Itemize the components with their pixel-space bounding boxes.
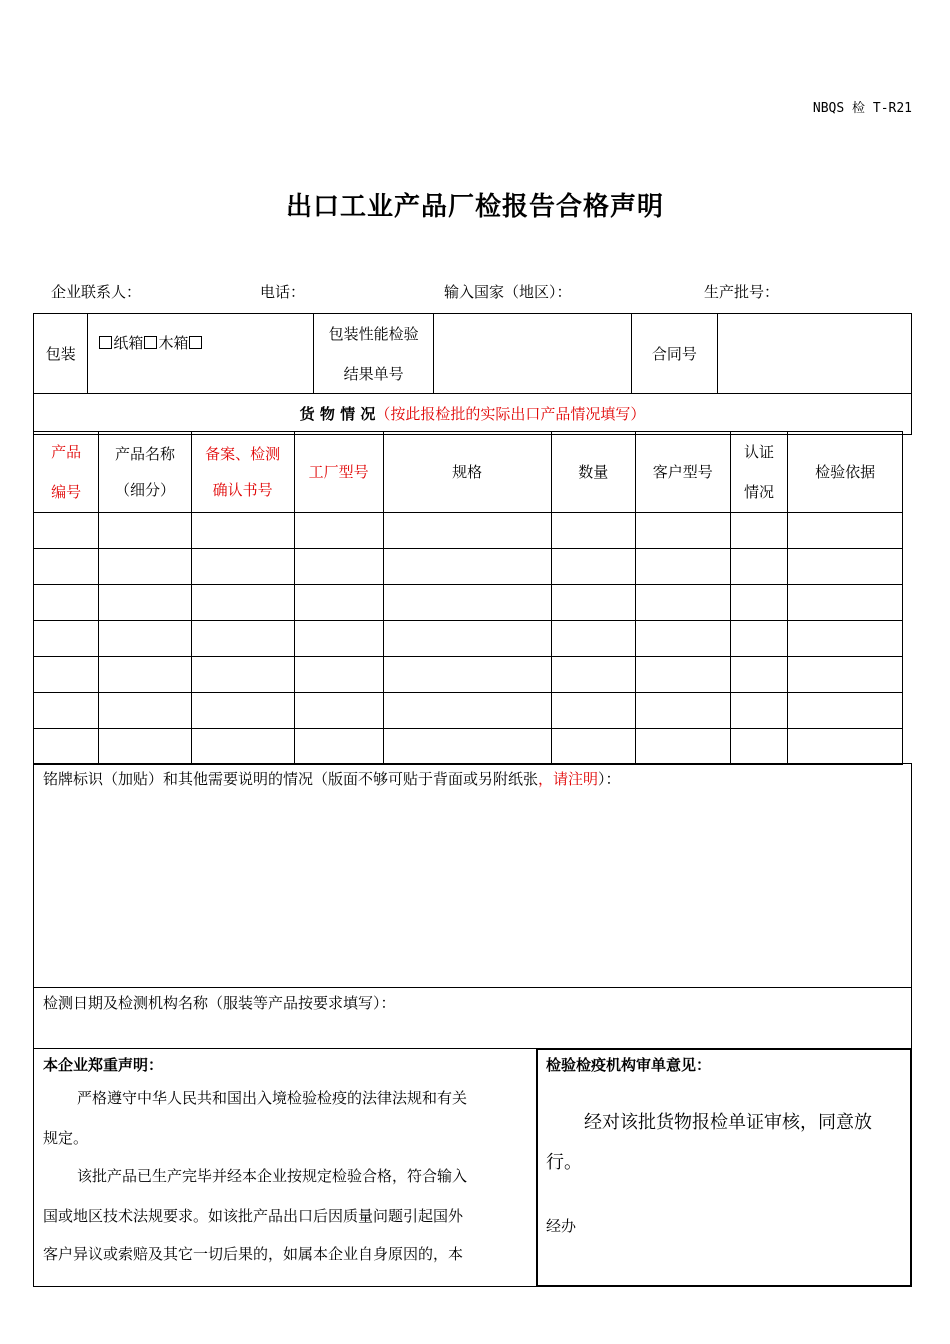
table-cell[interactable] <box>34 585 99 621</box>
table-cell[interactable] <box>551 693 635 729</box>
table-cell[interactable] <box>383 693 551 729</box>
table-cell[interactable] <box>294 693 383 729</box>
table-cell[interactable] <box>635 729 730 765</box>
table-cell[interactable] <box>34 657 99 693</box>
packaging-result-label <box>314 314 433 394</box>
result-label-line2: 结果单号 <box>343 364 404 383</box>
table-cell[interactable] <box>788 729 903 765</box>
table-cell[interactable] <box>383 729 551 765</box>
table-cell[interactable] <box>294 513 383 549</box>
header-text: 确认书号 <box>212 481 273 499</box>
table-row <box>34 549 903 585</box>
table-cell[interactable] <box>99 585 191 621</box>
table-cell[interactable] <box>635 657 730 693</box>
table-cell[interactable] <box>551 585 635 621</box>
nameplate-tail: ）： <box>598 770 621 788</box>
table-cell[interactable] <box>383 621 551 657</box>
table-cell[interactable] <box>551 657 635 693</box>
nameplate-box[interactable] <box>33 763 912 988</box>
table-cell[interactable] <box>191 693 294 729</box>
table-cell[interactable] <box>730 513 787 549</box>
table-cell[interactable] <box>730 549 787 585</box>
test-date-label: 检测日期及检测机构名称（服装等产品按要求填写）： <box>43 994 396 1012</box>
table-cell[interactable] <box>99 513 191 549</box>
header-record-no <box>191 432 294 513</box>
header-text: 产品名称 <box>114 445 175 463</box>
table-cell[interactable] <box>34 549 99 585</box>
declaration-p2-line3: 客户异议或索赔及其它一切后果的，如属本企业自身原因的，本 <box>43 1245 464 1263</box>
table-cell[interactable] <box>99 657 191 693</box>
nameplate-note: ，请注明 <box>538 770 599 788</box>
result-label-line1: 包装性能检验 <box>328 324 419 343</box>
checkbox-icon[interactable] <box>189 336 202 349</box>
table-cell[interactable] <box>99 549 191 585</box>
checkbox-icon[interactable] <box>99 336 112 349</box>
table-cell[interactable] <box>99 729 191 765</box>
goods-note: （按此报检批的实际出口产品情况填写） <box>375 405 646 423</box>
goods-section-title <box>34 394 912 435</box>
country-label: 输入国家（地区）： <box>444 283 572 301</box>
table-cell[interactable] <box>34 693 99 729</box>
phone-label: 电话： <box>260 283 306 301</box>
table-cell[interactable] <box>383 513 551 549</box>
table-cell[interactable] <box>34 513 99 549</box>
table-cell[interactable] <box>635 585 730 621</box>
table-cell[interactable] <box>551 549 635 585</box>
contract-value[interactable] <box>717 314 911 394</box>
table-cell[interactable] <box>551 513 635 549</box>
table-cell[interactable] <box>635 693 730 729</box>
table-cell[interactable] <box>191 621 294 657</box>
goods-header-row <box>34 432 903 513</box>
table-cell[interactable] <box>551 621 635 657</box>
table-cell[interactable] <box>99 621 191 657</box>
table-cell[interactable] <box>383 549 551 585</box>
declaration-p2-line1: 该批产品已生产完毕并经本企业按规定检验合格，符合输入 <box>77 1167 468 1185</box>
table-cell[interactable] <box>788 549 903 585</box>
review-handler-label: 经办 <box>546 1217 577 1235</box>
table-row <box>34 585 903 621</box>
table-cell[interactable] <box>294 585 383 621</box>
header-text: 认证 <box>743 443 774 461</box>
header-quantity: 数量 <box>551 432 635 513</box>
table-row <box>34 657 903 693</box>
contract-label: 合同号 <box>631 314 717 394</box>
table-row <box>34 693 903 729</box>
packaging-options <box>88 314 314 394</box>
table-cell[interactable] <box>191 657 294 693</box>
table-cell[interactable] <box>730 729 787 765</box>
review-text-line1: 经对该批货物报检单证审核，同意放 <box>584 1112 872 1133</box>
table-cell[interactable] <box>383 657 551 693</box>
table-cell[interactable] <box>635 549 730 585</box>
table-cell[interactable] <box>788 693 903 729</box>
header-text: 备案、检测 <box>205 445 281 463</box>
header-text: （细分） <box>114 481 175 499</box>
table-cell[interactable] <box>635 513 730 549</box>
table-cell[interactable] <box>730 621 787 657</box>
checkbox-icon[interactable] <box>144 336 157 349</box>
packaging-table <box>33 313 912 435</box>
declaration-p2-line2: 国或地区技术法规要求。如该批产品出口后因质量问题引起国外 <box>43 1207 464 1225</box>
table-cell[interactable] <box>99 693 191 729</box>
document-code: NBQS 检 T-R21 <box>812 101 912 116</box>
declaration-p1-line2: 规定。 <box>43 1129 89 1147</box>
table-cell[interactable] <box>730 657 787 693</box>
table-cell[interactable] <box>730 693 787 729</box>
header-certification <box>730 432 787 513</box>
packaging-label: 包装 <box>34 314 88 394</box>
nameplate-label <box>43 768 621 789</box>
table-cell[interactable] <box>191 585 294 621</box>
header-inspection-basis: 检验依据 <box>788 432 903 513</box>
header-text: 情况 <box>743 483 774 501</box>
review-box <box>536 1048 912 1287</box>
table-cell[interactable] <box>788 513 903 549</box>
contact-label: 企业联系人： <box>51 283 142 301</box>
batch-label: 生产批号： <box>704 283 780 301</box>
nameplate-text: 铭牌标识（加贴）和其他需要说明的情况（版面不够可贴于背面或另附纸张 <box>43 770 539 788</box>
table-cell[interactable] <box>788 621 903 657</box>
table-cell[interactable] <box>551 729 635 765</box>
header-spec: 规格 <box>383 432 551 513</box>
review-text-line2: 行。 <box>546 1152 582 1173</box>
option-wood: 木箱 <box>158 334 189 352</box>
declaration-p1-line1: 严格遵守中华人民共和国出入境检验检疫的法律法规和有关 <box>77 1089 468 1107</box>
table-cell[interactable] <box>294 729 383 765</box>
page-title: 出口工业产品厂检报告合格声明 <box>285 192 664 222</box>
table-cell[interactable] <box>383 585 551 621</box>
goods-title: 货 物 情 况 <box>299 405 376 423</box>
table-cell[interactable] <box>730 585 787 621</box>
review-title: 检验检疫机构审单意见： <box>546 1056 712 1074</box>
table-cell[interactable] <box>34 621 99 657</box>
header-product-name <box>99 432 191 513</box>
header-text: 编号 <box>51 483 82 501</box>
declaration-title: 本企业郑重声明： <box>43 1056 164 1074</box>
header-text: 产品 <box>51 443 82 461</box>
table-cell[interactable] <box>788 657 903 693</box>
header-product-no <box>34 432 99 513</box>
table-cell[interactable] <box>294 549 383 585</box>
table-cell[interactable] <box>294 657 383 693</box>
table-cell[interactable] <box>191 513 294 549</box>
table-cell[interactable] <box>191 729 294 765</box>
goods-table <box>33 431 903 765</box>
option-carton: 纸箱 <box>113 334 144 352</box>
table-cell[interactable] <box>635 621 730 657</box>
packaging-result-value[interactable] <box>433 314 631 394</box>
table-cell[interactable] <box>191 549 294 585</box>
header-factory-model: 工厂型号 <box>294 432 383 513</box>
table-cell[interactable] <box>34 729 99 765</box>
table-row <box>34 621 903 657</box>
table-row <box>34 513 903 549</box>
table-cell[interactable] <box>788 585 903 621</box>
table-cell[interactable] <box>294 621 383 657</box>
table-row <box>34 729 903 765</box>
header-customer-model: 客户型号 <box>635 432 730 513</box>
